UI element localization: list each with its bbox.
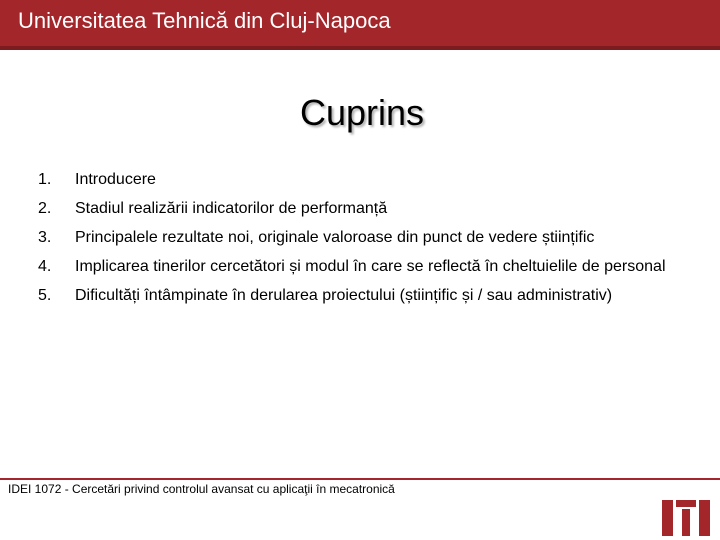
slide-title: Cuprins [299,92,425,133]
header-title: Universitatea Tehnică din Cluj-Napoca [18,8,391,33]
toc-item-number: 4. [38,258,52,275]
utcn-logo-icon [662,500,710,536]
toc-item-2 [38,199,678,219]
footer-text: IDEI 1072 - Cercetări privind controlul avansat cu aplicaţii în mecatronică [8,482,395,496]
toc-item-3 [38,228,678,248]
toc-item-5 [38,286,678,306]
toc-item-text: Dificultăți întâmpinate în derularea proiectului (științific și / sau administrativ) [75,287,613,304]
footer-divider [0,478,720,480]
toc-item-text: Introducere [75,171,156,188]
toc-item-number: 3. [38,229,52,246]
header-bar [0,0,720,50]
toc-item-text: Principalele rezultate noi, originale valoroase din punct de vedere științific [75,229,595,246]
table-of-contents [38,170,678,315]
toc-item-number: 1. [38,171,52,188]
toc-item-number: 5. [38,287,52,304]
toc-item-number: 2. [38,200,52,217]
toc-item-text: Implicarea tinerilor cercetători și modul în care se reflectă în cheltuielile de personal [75,258,666,275]
toc-item-4 [38,257,678,277]
toc-item-1 [38,170,678,190]
toc-item-text: Stadiul realizării indicatorilor de performanță [75,200,388,217]
